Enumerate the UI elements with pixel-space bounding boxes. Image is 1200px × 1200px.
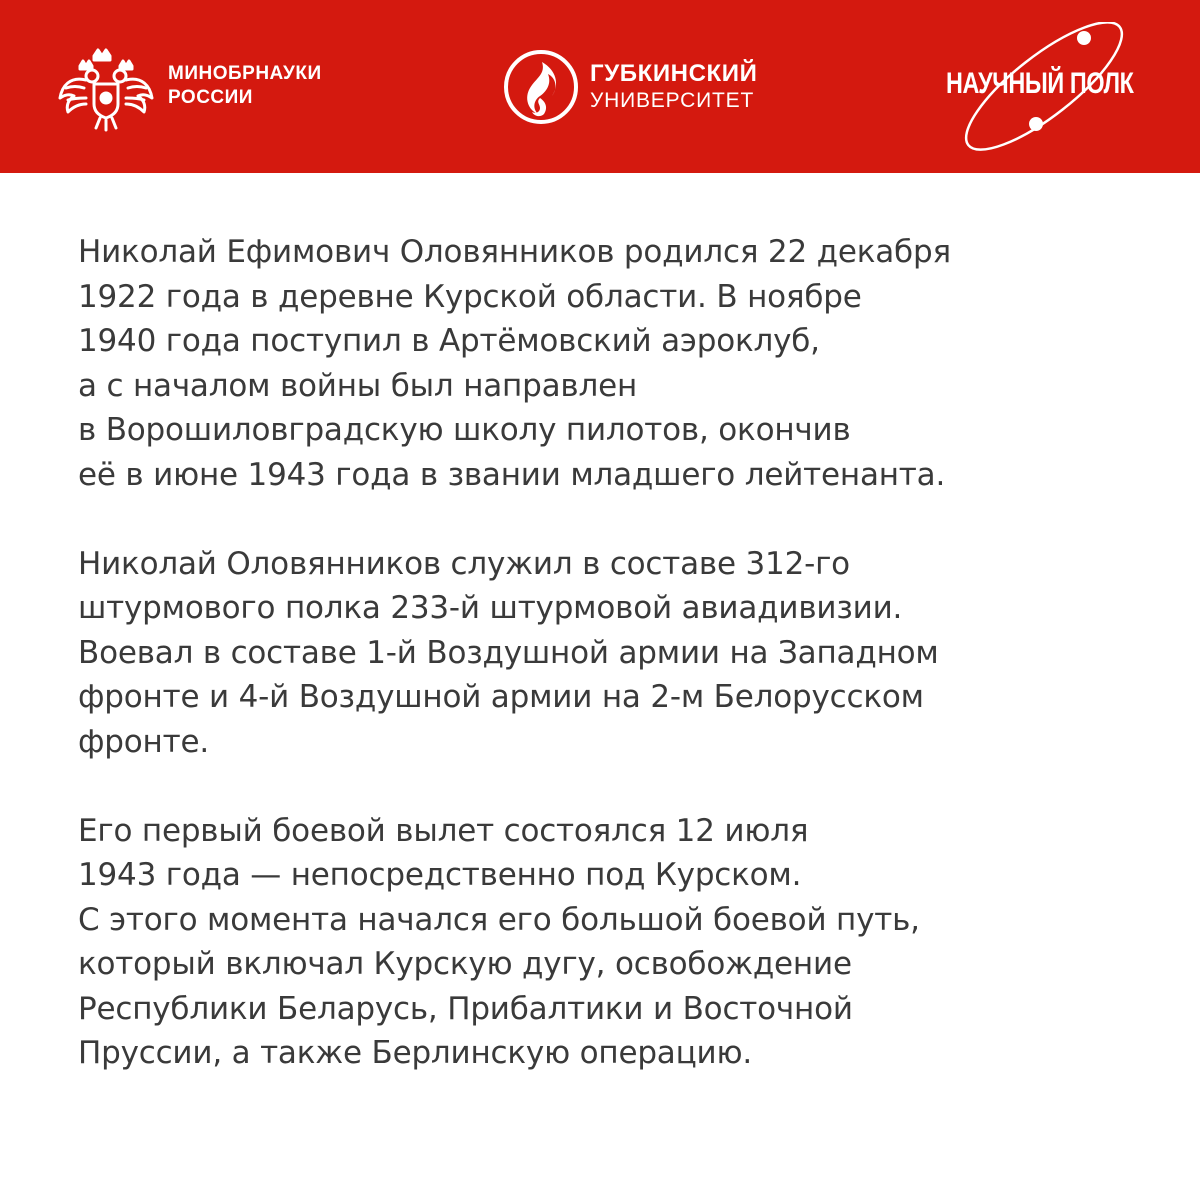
university-name-line1: ГУБКИНСКИЙ (590, 60, 758, 87)
text-line: Республики Беларусь, Прибалтики и Восточной (78, 990, 853, 1027)
text-line: Его первый боевой вылет состоялся 12 июля (78, 812, 809, 849)
text-line: а с началом войны был направлен (78, 367, 638, 404)
text-line: 1943 года — непосредственно под Курском. (78, 857, 802, 893)
text-line: 1940 года поступил в Артёмовский аэроклуб, (78, 323, 820, 359)
header-banner (0, 0, 1200, 173)
text-line: фронте и 4-й Воздушной армии на 2-м Белорусском (78, 679, 924, 715)
text-line: её в июне 1943 года в звании младшего лейтенанта. (78, 456, 946, 493)
text-line: фронте. (78, 723, 210, 760)
text-line: в Ворошиловградскую школу пилотов, окончив (78, 412, 851, 448)
text-line: штурмового полка 233-й штурмовой авиадивизии. (78, 590, 903, 626)
project-title: НАУЧНЫЙ ПОЛК (946, 67, 1134, 100)
text-line: Пруссии, а также Берлинскую операцию. (78, 1035, 752, 1071)
ministry-name-line: МИНОБРНАУКИ (168, 63, 322, 84)
flame-emblem-icon (502, 48, 582, 128)
paragraph (78, 809, 1138, 1076)
scientific-regiment-logo (944, 22, 1154, 152)
text-line: Воевал в составе 1-й Воздушной армии на Западном (78, 634, 939, 671)
text-line: С этого момента начался его большой боевой путь, (78, 901, 920, 938)
university-name-line2: УНИВЕРСИТЕТ (590, 89, 755, 112)
text-line: Николай Оловянников служил в составе 312-го (78, 545, 850, 582)
text-line: Николай Ефимович Оловянников родился 22 декабря (78, 234, 951, 270)
article-text (78, 230, 1138, 1120)
ministry-logo (56, 42, 386, 132)
double-headed-eagle-emblem-icon (56, 42, 156, 132)
paragraph (78, 230, 1138, 497)
text-line: который включал Курскую дугу, освобождение (78, 946, 852, 982)
university-logo (502, 48, 802, 128)
university-name (590, 60, 758, 114)
ministry-name-line: РОССИИ (168, 87, 253, 108)
paragraph (78, 542, 1138, 765)
text-line: 1922 года в деревне Курской области. В ноябре (78, 278, 862, 315)
ministry-name (168, 62, 322, 110)
